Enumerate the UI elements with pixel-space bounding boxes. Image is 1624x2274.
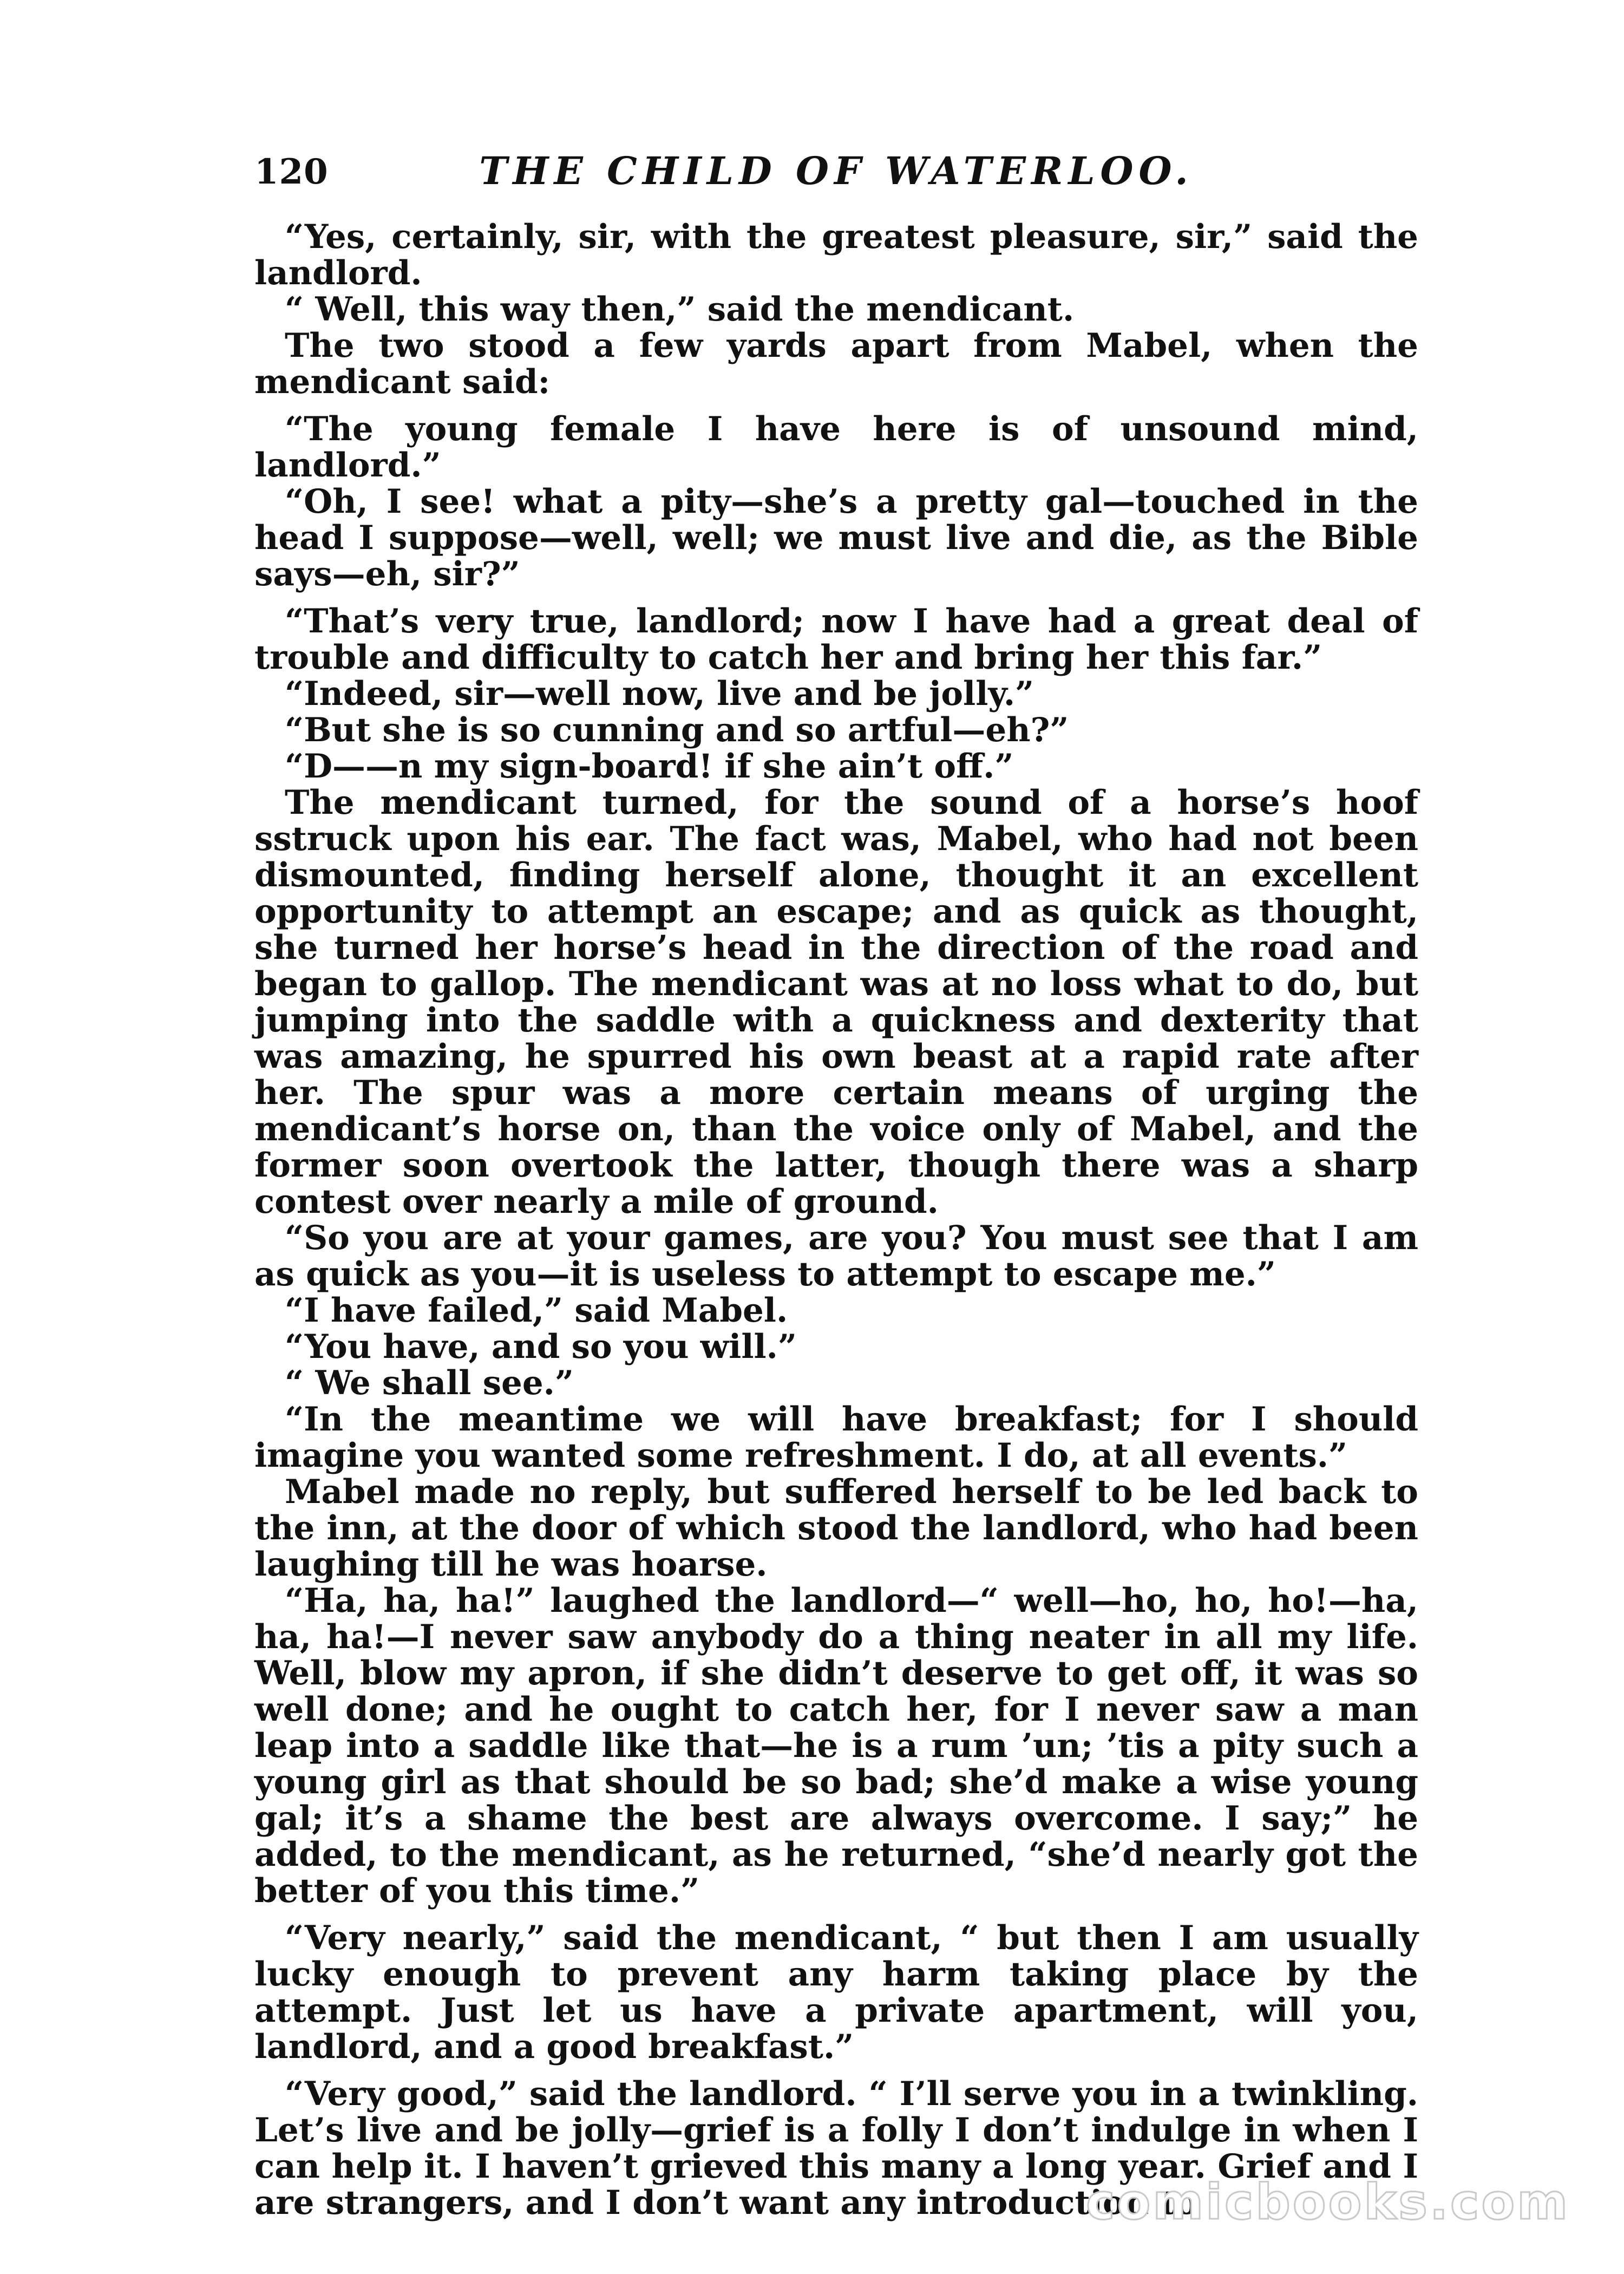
body-text [254,219,1418,2221]
page-number: 120 [254,152,329,192]
paragraph: “But she is so cunning and so artful—eh?” [285,711,1069,749]
paragraph: Mabel made no reply, but suffered herself to be led back to the inn, at the door of which stood the landlord, who had been laughing till he was hoarse. [254,1473,1418,1584]
paragraph: “The young female I have here is of unsound mind, landlord.” [254,410,1418,485]
paragraph: “Indeed, sir—well now, live and be jolly.” [285,675,1034,713]
paragraph: “Ha, ha, ha!” laughed the landlord—“ well—ho, ho, ho!—ha, ha, ha!—I never saw anybody do a thing neater in all my life. Well, blow my apron, if she didn’t deserve to get off, it was so well done; and he ought to catch her, for I never saw a man leap into a saddle like that—he is a rum ’un; ’tis a pity such a young girl as that should be so bad; she’d make a wise young gal; it’s a shame the best are always overcome. I say;” he added, to the mendicant, as he returned, “she’d nearly got the better of you this time.” [254,1582,1418,1910]
paragraph: “Very good,” said the landlord. “ I’ll serve you in a twinkling. Let’s live and be jolly—grief is a folly I don’t indulge in when I can help it. I haven’t grieved this many a long year. Grief and I are strangers, and I don’t want any introduction to [254,2075,1418,2222]
paragraph: “ We shall see.” [285,1364,574,1402]
paragraph: “You have, and so you will.” [285,1328,797,1366]
watermark: comicbooks.com [1086,2174,1570,2231]
paragraph: The mendicant turned, for the sound of a horse’s hoof sstruck upon his ear. The fact was, Mabel, who had not been dismounted, finding herself alone, thought it an excellent opportunity to attempt an escape; and as quick as thought, she turned her horse’s head in the direction of the road and began to gallop. The mendicant was at no loss what to do, but jumping into the saddle with a quickness and dexterity that was amazing, he spurred his own beast at a rapid rate after her. The spur was a more certain means of urging the mendicant’s horse on, than the voice only of Mabel, and the former soon overtook the latter, though there was a sharp contest over nearly a mile of ground. [254,783,1418,1221]
paragraph: “Yes, certainly, sir, with the greatest pleasure, sir,” said the landlord. [254,218,1418,292]
paragraph: “Oh, I see! what a pity—she’s a pretty gal—touched in the head I suppose—well, well; we must live and die, as the Bible says—eh, sir?” [254,482,1418,593]
running-title: THE CHILD OF WATERLOO. [479,148,1194,193]
paragraph: “In the meantime we will have breakfast; for I should imagine you wanted some refreshment. I do, at all events.” [254,1400,1418,1475]
paragraph: “So you are at your games, are you? You must see that I am as quick as you—it is useless to attempt to escape me.” [254,1219,1418,1293]
paragraph: “That’s very true, landlord; now I have had a great deal of trouble and difficulty to catch her and bring her this far.” [254,602,1418,677]
paragraph: “ Well, this way then,” said the mendicant. [285,290,1075,329]
page-header [254,146,1418,206]
paragraph: “D——n my sign-board! if she ain’t off.” [285,747,1014,786]
paragraph: “I have failed,” said Mabel. [285,1291,788,1330]
paragraph: The two stood a few yards apart from Mabel, when the mendicant said: [254,326,1418,401]
paragraph: “Very nearly,” said the mendicant, “ but then I am usually lucky enough to prevent any harm taking place by the attempt. Just let us have a private apartment, will you, landlord, and a good breakfast.” [254,1919,1418,2066]
